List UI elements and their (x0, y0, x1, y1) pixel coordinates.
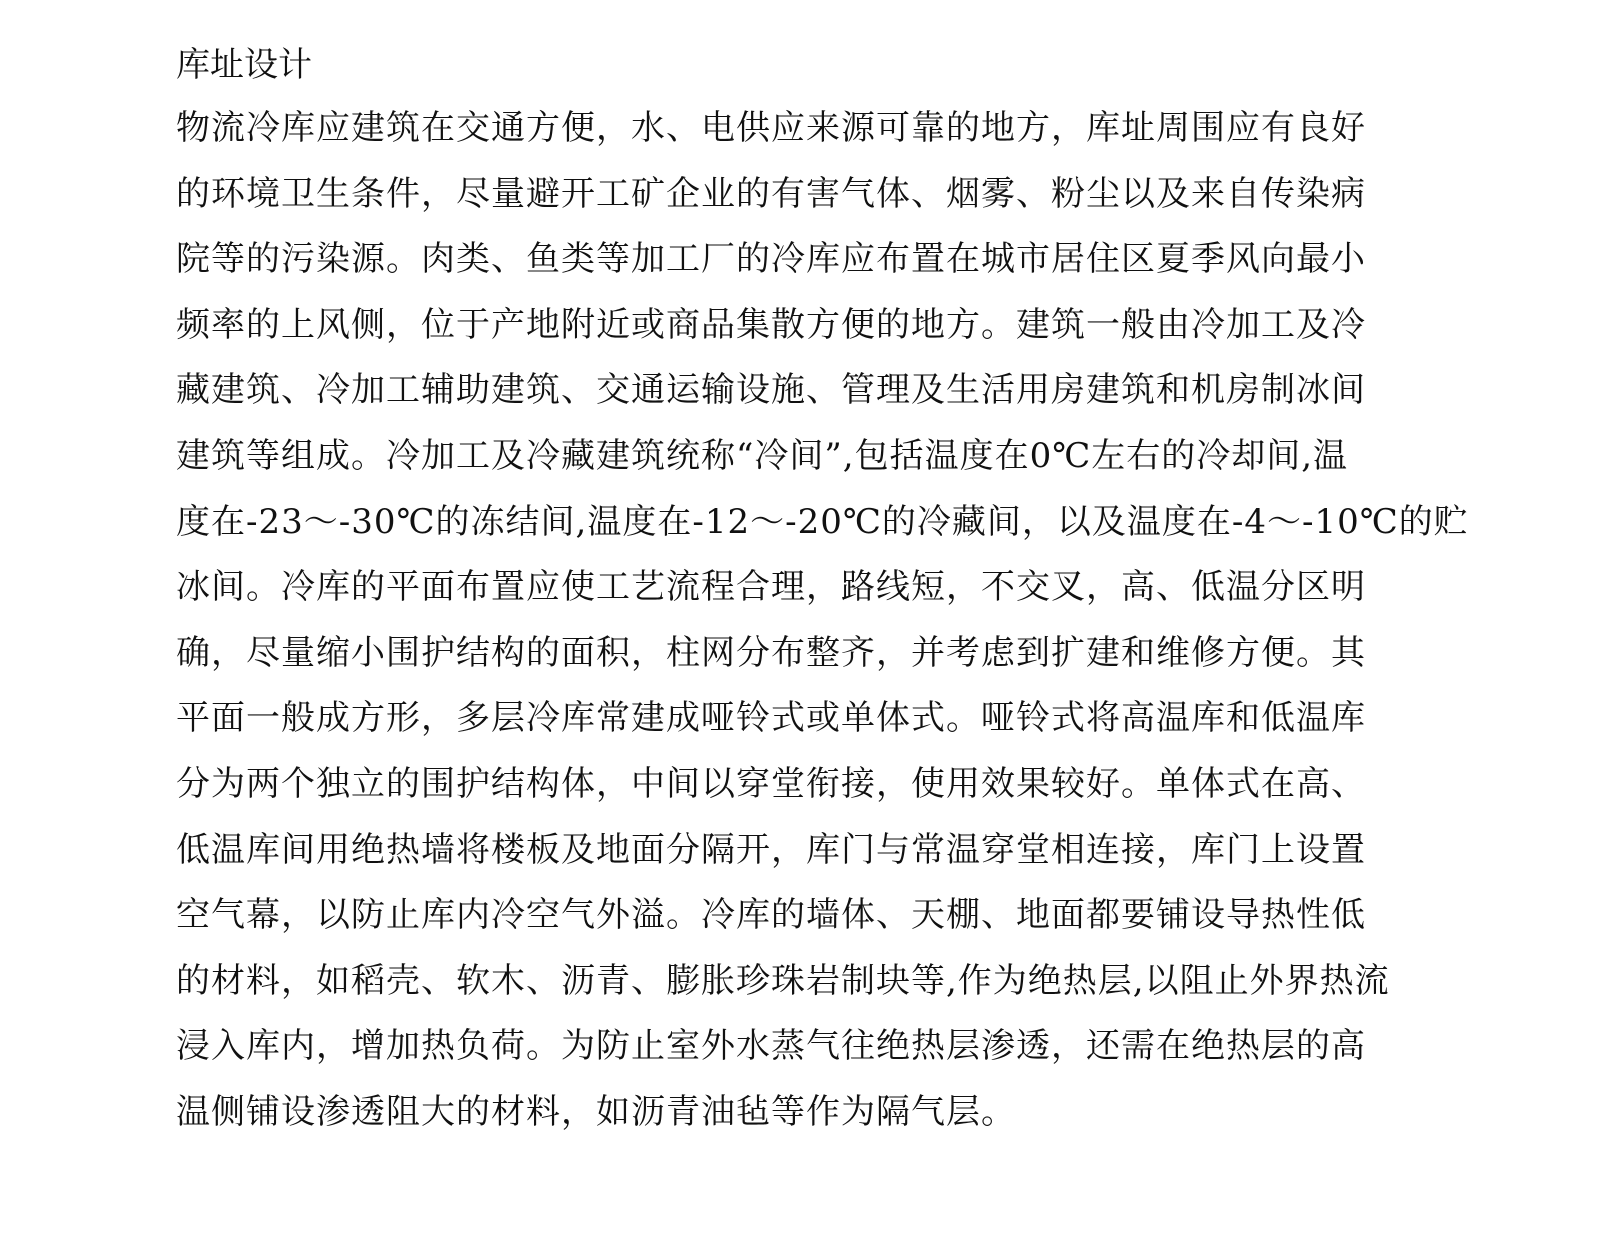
text-line: 院等的污染源。肉类、鱼类等加工厂的冷库应布置在城市居住区夏季风向最小 (176, 239, 1366, 280)
text-line: 低温库间用绝热墙将楼板及地面分隔开，库门与常温穿堂相连接，库门上设置 (176, 829, 1366, 870)
text-line: 的环境卫生条件，尽量避开工矿企业的有害气体、烟雾、粉尘以及来自传染病 (176, 173, 1366, 214)
text-line: 度在-23～-30℃的冻结间,温度在-12～-20℃的冷藏间，以及温度在-4～-10℃的贮 (176, 501, 1469, 542)
text-line: 浸入库内，增加热负荷。为防止室外水蒸气往绝热层渗透，还需在绝热层的高 (176, 1026, 1366, 1067)
text-line: 确，尽量缩小围护结构的面积，柱网分布整齐，并考虑到扩建和维修方便。其 (176, 632, 1366, 673)
document-page (176, 34, 1516, 1146)
text-line: 温侧铺设渗透阻大的材料，如沥青油毡等作为隔气层。 (176, 1091, 1016, 1132)
text-line: 分为两个独立的围护结构体，中间以穿堂衔接，使用效果较好。单体式在高、 (176, 763, 1366, 804)
text-line: 的材料，如稻壳、软木、沥青、膨胀珍珠岩制块等,作为绝热层,以阻止外界热流 (176, 960, 1390, 1001)
text-line: 平面一般成方形，多层冷库常建成哑铃式或单体式。哑铃式将高温库和低温库 (176, 698, 1366, 739)
text-line: 物流冷库应建筑在交通方便，水、电供应来源可靠的地方，库址周围应有良好 (176, 108, 1366, 148)
text-line: 空气幕，以防止库内冷空气外溢。冷库的墙体、天棚、地面都要铺设导热性低 (176, 895, 1366, 936)
document-title: 库址设计 (176, 45, 312, 85)
text-line: 频率的上风侧，位于产地附近或商品集散方便的地方。建筑一般由冷加工及冷 (176, 304, 1366, 345)
text-line: 冰间。冷库的平面布置应使工艺流程合理，路线短，不交叉，高、低温分区明 (176, 567, 1366, 608)
text-line: 建筑等组成。冷加工及冷藏建筑统称“冷间”,包括温度在0℃左右的冷却间,温 (176, 435, 1349, 476)
document-body (176, 96, 1516, 1146)
text-line: 藏建筑、冷加工辅助建筑、交通运输设施、管理及生活用房建筑和机房制冰间 (176, 370, 1366, 411)
